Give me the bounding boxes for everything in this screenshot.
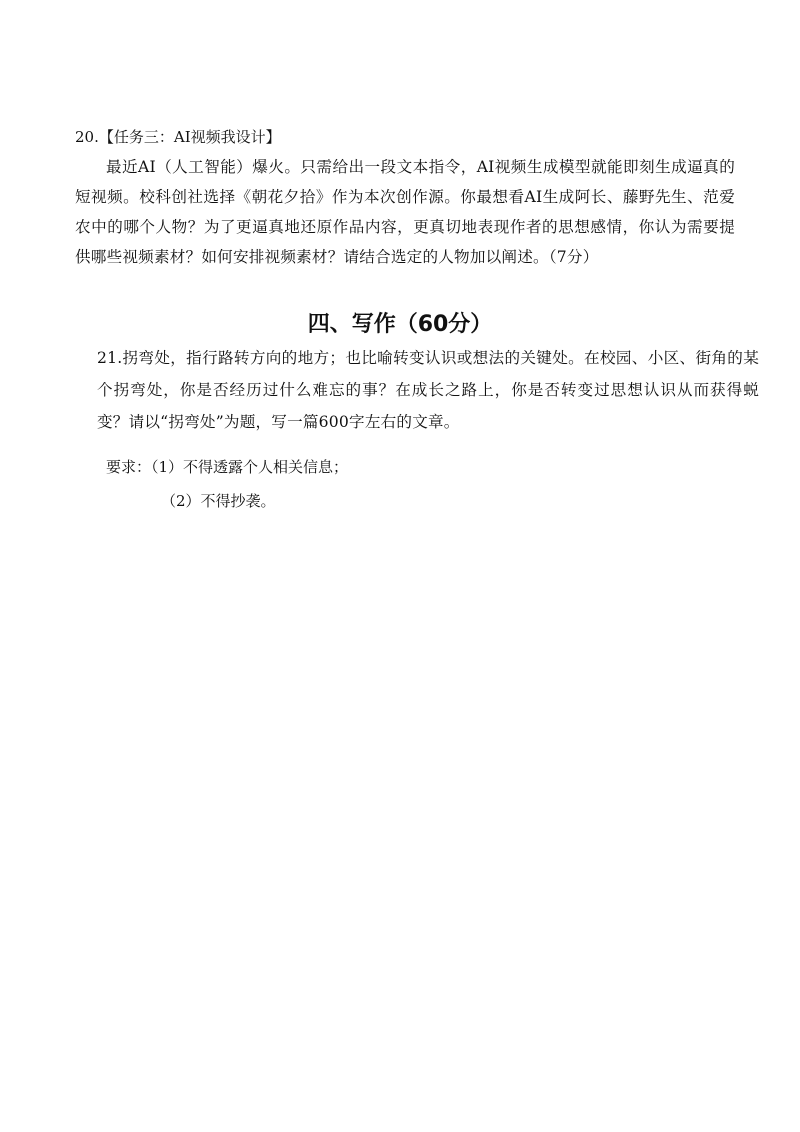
question-20-body: 最近AI（人工智能）爆火。只需给出一段文本指令，AI视频生成模型就能即刻生成逼真的短视频。校科创社选择《朝花夕拾》作为本次创作源。你最想看AI生成阿长、藤野先生、范爱农中的哪个人物？为了更逼真地还原作品内容，更真切地表现作者的思想感情，你认为需要提供哪些视频素材？如何安排视频素材？请结合选定的人物加以阐述。（7分） [75, 158, 735, 266]
requirements-label: 要求： [106, 458, 152, 476]
question-20 [75, 126, 735, 272]
question-21-body: 21.拐弯处，指行路转方向的地方；也比喻转变认识或想法的关键处。在校园、小区、街角的某个拐弯处，你是否经历过什么难忘的事？在成长之路上，你是否转变过思想认识从而获得蜕变？请以“拐弯处”为题，写一篇600字左右的文章。 [97, 349, 759, 431]
requirements-line-1 [106, 450, 706, 484]
requirement-1: （1）不得透露个人相关信息； [151, 458, 349, 476]
question-21 [97, 342, 759, 438]
section-heading-writing: 四、写作（60分） [307, 312, 493, 337]
requirements [106, 450, 706, 518]
requirement-2: （2）不得抄袭。 [161, 492, 276, 510]
question-20-title: 20.【任务三：AI视频我设计】 [75, 128, 281, 146]
